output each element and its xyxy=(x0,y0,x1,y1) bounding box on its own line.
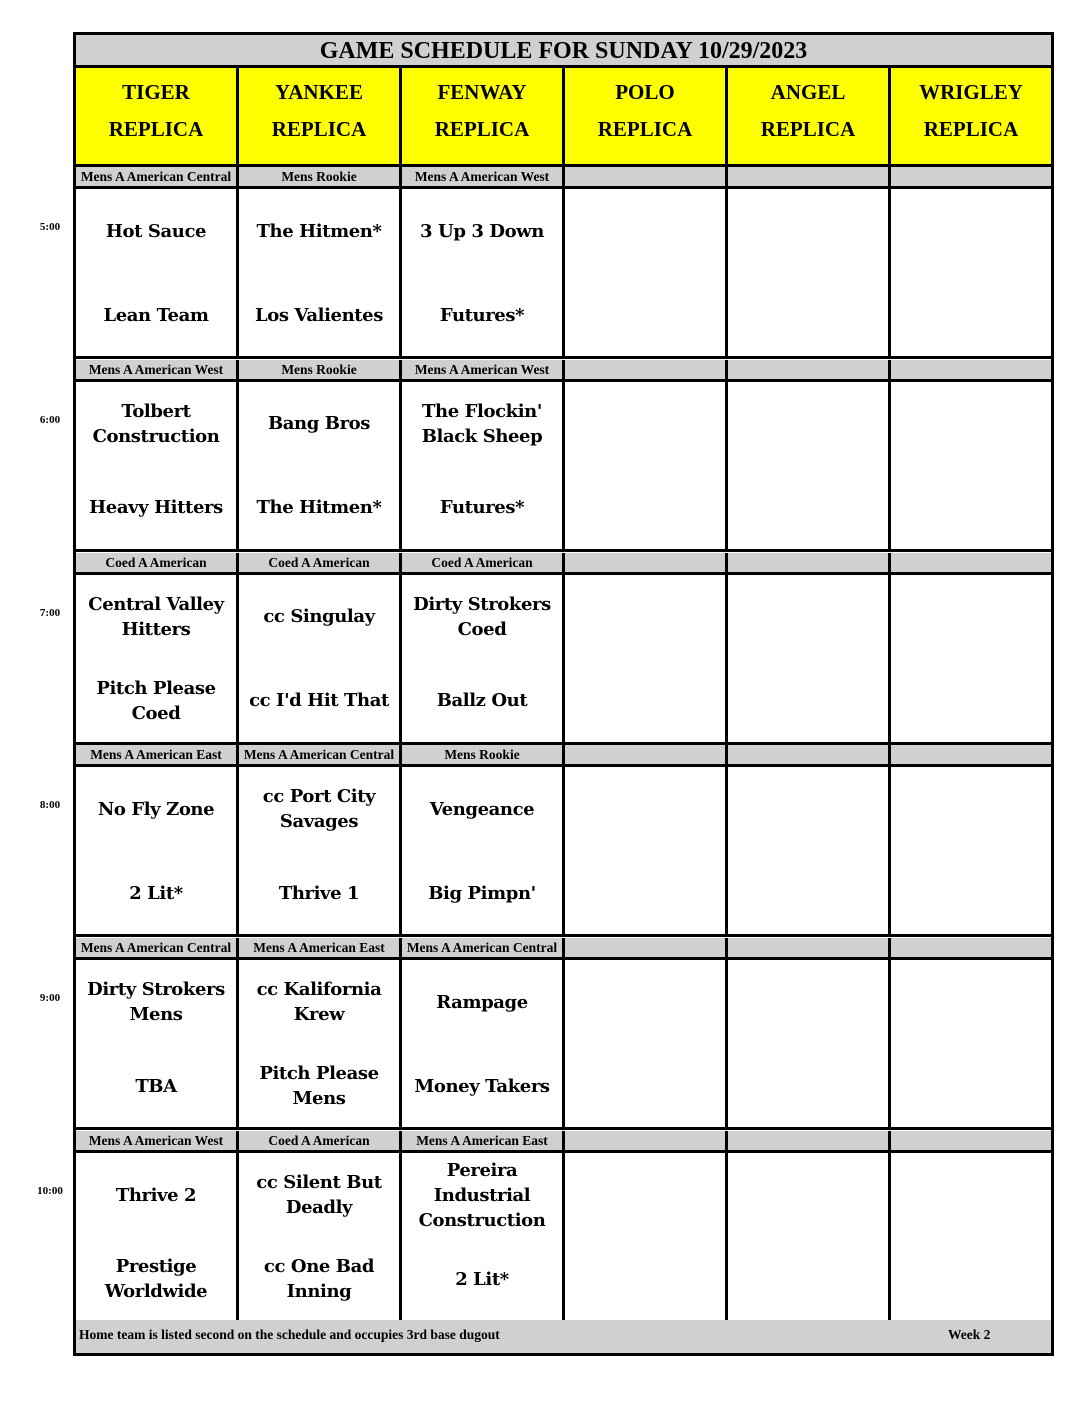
home-team: 2 Lit* xyxy=(455,1268,509,1290)
game-cell xyxy=(239,382,402,552)
division-label: Coed A American xyxy=(239,1131,402,1153)
division-label: Mens A American West xyxy=(402,360,565,382)
game-cell xyxy=(565,189,728,359)
home-team: Money Takers xyxy=(414,1075,550,1097)
division-label xyxy=(891,360,1051,382)
away-team xyxy=(728,589,888,645)
field-header xyxy=(565,68,728,167)
game-cell xyxy=(239,1153,402,1323)
division-label: Mens A American Central xyxy=(239,745,402,767)
division-label: Mens Rookie xyxy=(239,360,402,382)
away-team: cc Kalifornia Krew xyxy=(256,979,382,1026)
game-cell xyxy=(76,960,239,1130)
division-label: Coed A American xyxy=(402,553,565,575)
division-label xyxy=(891,1131,1051,1153)
division-label xyxy=(728,553,891,575)
game-cell xyxy=(728,767,891,937)
game-cell xyxy=(565,575,728,745)
home-team xyxy=(565,865,725,921)
away-team xyxy=(891,203,1051,259)
division-label xyxy=(891,553,1051,575)
field-subtitle: REPLICA xyxy=(923,117,1019,141)
home-team: Big Pimpn' xyxy=(428,882,536,904)
home-team xyxy=(565,1058,725,1114)
division-label: Mens A American Central xyxy=(402,938,565,960)
field-header xyxy=(76,68,239,167)
division-label xyxy=(728,745,891,767)
away-team xyxy=(891,589,1051,645)
field-header xyxy=(402,68,565,167)
away-team: Hot Sauce xyxy=(105,220,207,242)
division-label: Mens A American West xyxy=(76,1131,239,1153)
home-team xyxy=(891,673,1051,729)
game-cell xyxy=(728,1153,891,1323)
game-cell xyxy=(402,189,565,359)
time-label: 6:00 xyxy=(39,413,61,426)
field-subtitle: REPLICA xyxy=(434,117,530,141)
home-team: Futures* xyxy=(439,497,525,519)
home-team: Futures* xyxy=(439,304,525,326)
division-label: Mens A American East xyxy=(76,745,239,767)
away-team: Tolbert Construction xyxy=(92,400,220,447)
home-team xyxy=(728,480,888,536)
field-name: WRIGLEY xyxy=(919,80,1023,104)
game-cell xyxy=(402,575,565,745)
game-cell xyxy=(402,1153,565,1323)
game-cell xyxy=(402,960,565,1130)
schedule-title: GAME SCHEDULE FOR SUNDAY 10/29/2023 xyxy=(76,35,1051,68)
home-team xyxy=(728,287,888,343)
home-team: cc I'd Hit That xyxy=(249,690,389,712)
division-label xyxy=(891,167,1051,189)
division-label xyxy=(891,745,1051,767)
field-header xyxy=(891,68,1051,167)
home-team: Lean Team xyxy=(103,304,209,326)
away-team xyxy=(728,203,888,259)
away-team xyxy=(728,781,888,837)
division-label: Coed A American xyxy=(76,553,239,575)
field-subtitle: REPLICA xyxy=(760,117,856,141)
home-team: TBA xyxy=(135,1075,177,1097)
away-team xyxy=(565,974,725,1030)
division-label xyxy=(565,745,728,767)
game-cell xyxy=(76,575,239,745)
home-team xyxy=(565,1251,725,1307)
field-subtitle: REPLICA xyxy=(108,117,204,141)
away-team: 3 Up 3 Down xyxy=(420,220,544,242)
home-team xyxy=(728,865,888,921)
division-label: Mens Rookie xyxy=(402,745,565,767)
game-cell xyxy=(891,189,1051,359)
division-label xyxy=(565,938,728,960)
game-cell xyxy=(402,767,565,937)
division-label: Mens A American East xyxy=(239,938,402,960)
division-label: Mens A American Central xyxy=(76,938,239,960)
away-team: The Hitmen* xyxy=(256,220,382,242)
away-team: Pereira Industrial Construction xyxy=(418,1159,546,1231)
time-label: 5:00 xyxy=(39,221,61,233)
away-team: Bang Bros xyxy=(267,413,371,435)
away-team xyxy=(565,396,725,452)
home-team xyxy=(565,287,725,343)
away-team xyxy=(891,781,1051,837)
home-team: Pitch Please Mens xyxy=(259,1063,379,1110)
division-label: Mens A American West xyxy=(76,360,239,382)
game-cell xyxy=(891,1153,1051,1323)
time-label: 8:00 xyxy=(39,799,61,812)
field-name: YANKEE xyxy=(275,80,363,104)
game-cell xyxy=(76,1153,239,1323)
division-label: Mens A American West xyxy=(402,167,565,189)
game-cell xyxy=(891,382,1051,552)
division-label: Mens A American East xyxy=(402,1131,565,1153)
game-cell xyxy=(891,767,1051,937)
division-label xyxy=(891,938,1051,960)
home-team xyxy=(891,1058,1051,1114)
away-team: cc Singulay xyxy=(263,606,375,628)
away-team: Thrive 2 xyxy=(115,1184,197,1206)
away-team: Vengeance xyxy=(429,798,535,820)
division-label xyxy=(728,938,891,960)
schedule-footer xyxy=(76,1320,1051,1353)
division-label: Mens A American Central xyxy=(76,167,239,189)
division-label xyxy=(565,553,728,575)
away-team: Dirty Strokers Mens xyxy=(87,979,225,1026)
away-team: Dirty Strokers Coed xyxy=(413,593,551,640)
division-label xyxy=(565,1131,728,1153)
away-team xyxy=(728,1167,888,1223)
home-team xyxy=(891,865,1051,921)
away-team xyxy=(565,1167,725,1223)
game-cell xyxy=(728,575,891,745)
away-team: No Fly Zone xyxy=(97,798,215,820)
home-team xyxy=(891,287,1051,343)
game-cell xyxy=(728,960,891,1130)
field-name: ANGEL xyxy=(770,80,846,104)
home-team: The Hitmen* xyxy=(256,497,382,519)
division-label xyxy=(728,1131,891,1153)
game-cell xyxy=(239,189,402,359)
home-team: cc One Bad Inning xyxy=(263,1256,375,1302)
home-team: Pitch Please Coed xyxy=(96,677,216,724)
away-team: cc Port City Savages xyxy=(262,786,376,833)
field-header xyxy=(239,68,402,167)
field-name: FENWAY xyxy=(437,80,527,104)
game-cell xyxy=(565,382,728,552)
game-cell xyxy=(728,189,891,359)
time-label: 10:00 xyxy=(37,1185,63,1197)
away-team xyxy=(891,1167,1051,1223)
division-label: Coed A American xyxy=(239,553,402,575)
game-cell xyxy=(76,382,239,552)
away-team xyxy=(728,974,888,1030)
away-team xyxy=(891,396,1051,452)
division-label xyxy=(728,360,891,382)
home-team: Thrive 1 xyxy=(278,882,360,904)
field-header xyxy=(728,68,891,167)
home-team: 2 Lit* xyxy=(129,882,183,904)
game-cell xyxy=(239,575,402,745)
game-cell xyxy=(565,960,728,1130)
home-team xyxy=(728,1251,888,1307)
home-team xyxy=(565,673,725,729)
home-team xyxy=(891,1251,1051,1307)
game-cell xyxy=(402,382,565,552)
game-cell xyxy=(891,960,1051,1130)
game-cell xyxy=(728,382,891,552)
away-team: Rampage xyxy=(436,991,528,1013)
home-team xyxy=(728,1058,888,1114)
field-subtitle: REPLICA xyxy=(597,117,693,141)
away-team xyxy=(565,589,725,645)
away-team xyxy=(891,974,1051,1030)
away-team xyxy=(565,203,725,259)
away-team xyxy=(728,396,888,452)
division-label xyxy=(728,167,891,189)
home-team xyxy=(891,480,1051,536)
away-team: Central Valley Hitters xyxy=(88,593,224,640)
time-label: 7:00 xyxy=(39,606,61,619)
home-team: Ballz Out xyxy=(436,690,528,712)
division-label xyxy=(565,167,728,189)
away-team: cc Silent But Deadly xyxy=(256,1172,382,1218)
game-cell xyxy=(76,767,239,937)
game-cell xyxy=(76,189,239,359)
field-name: TIGER xyxy=(122,80,190,104)
time-label: 9:00 xyxy=(39,992,61,1005)
home-team xyxy=(728,673,888,729)
home-team: Los Valientes xyxy=(255,304,383,326)
game-cell xyxy=(565,767,728,937)
home-team: Heavy Hitters xyxy=(89,497,223,519)
division-label: Mens Rookie xyxy=(239,167,402,189)
field-name: POLO xyxy=(615,80,675,104)
away-team xyxy=(565,781,725,837)
game-cell xyxy=(239,767,402,937)
schedule-sheet xyxy=(73,32,1054,1356)
week-label: Week 2 xyxy=(948,1327,991,1342)
home-team: Prestige Worldwide xyxy=(104,1256,208,1302)
field-subtitle: REPLICA xyxy=(271,117,367,141)
home-team-note: Home team is listed second on the schedule and occupies 3rd base dugout xyxy=(79,1327,500,1342)
away-team: The Flockin' Black Sheep xyxy=(421,400,543,447)
game-cell xyxy=(565,1153,728,1323)
game-cell xyxy=(891,575,1051,745)
game-cell xyxy=(239,960,402,1130)
home-team xyxy=(565,480,725,536)
division-label xyxy=(565,360,728,382)
